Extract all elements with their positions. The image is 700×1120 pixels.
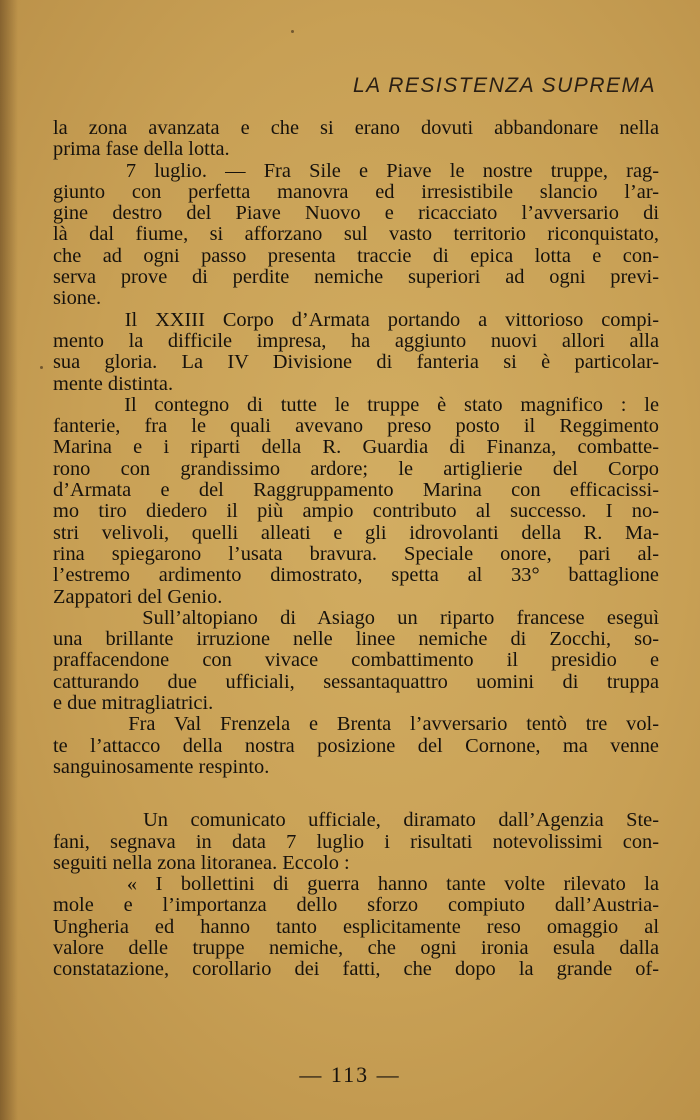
text-line: stri velivoli, quelli alleati e gli idrovolanti della R. Ma- xyxy=(53,522,659,544)
text-line: mo tiro diedero il più ampio contributo al successo. I no- xyxy=(53,501,659,523)
text-line: sua gloria. La IV Divisione di fanteria si è particolar- xyxy=(53,352,659,374)
text-line: mole e l’importanza dello sforzo compiuto dall’Austria- xyxy=(53,895,659,917)
text-line: fanterie, fra le quali avevano preso posto il Reggimento xyxy=(53,416,659,438)
text-line: la zona avanzata e che si erano dovuti abbandonare nella xyxy=(53,118,659,139)
text-line: Un comunicato ufficiale, diramato dall’Agenzia Ste- xyxy=(53,810,659,832)
text-line: serva prove di perdite nemiche superiori ad ogni previ- xyxy=(53,267,659,289)
text-line: fani, segnava in data 7 luglio i risultati notevolissimi con- xyxy=(53,831,659,853)
text-line: rina spiegarono l’usata bravura. Speciale onore, pari al- xyxy=(53,543,659,565)
text-line: che ad ogni passo presenta traccie di epica lotta e con- xyxy=(53,245,659,267)
paper-speck xyxy=(40,366,43,369)
text-line: Fra Val Frenzela e Brenta l’avversario tentò tre vol- xyxy=(53,714,659,736)
text-line: seguiti nella zona litoranea. Eccolo : xyxy=(53,852,350,874)
text-line: catturando due ufficiali, sessantaquattro uomini di truppa xyxy=(53,671,659,693)
page-number: — 113 — xyxy=(299,1062,401,1087)
text-line: Sull’altopiano di Asiago un riparto francese eseguì xyxy=(53,607,659,629)
text-line: constatazione, corollario dei fatti, che dopo la grande of- xyxy=(53,959,659,981)
text-line: praffacendone con vivace combattimento il presidio e xyxy=(53,650,659,672)
text-line: una brillante irruzione nelle linee nemiche di Zocchi, so- xyxy=(53,629,659,651)
text-line: 7 luglio. — Fra Sile e Piave le nostre truppe, rag- xyxy=(53,160,659,182)
text-line: giunto con perfetta manovra ed irresistibile slancio l’ar- xyxy=(53,181,659,203)
text-line: Marina e i riparti della R. Guardia di Finanza, combatte- xyxy=(53,437,659,459)
text-line: e due mitragliatrici. xyxy=(53,693,214,715)
text-line: là dal fiume, si afforzano sul vasto territorio riconquistato, xyxy=(53,224,659,246)
text-line: Zappatori del Genio. xyxy=(53,586,223,608)
body-text xyxy=(53,118,659,981)
paragraph-gap xyxy=(53,778,659,810)
text-line: l’estremo ardimento dimostrato, spetta al 33° battaglione xyxy=(53,565,659,587)
text-line: Ungheria ed hanno tanto esplicitamente reso omaggio al xyxy=(53,916,659,938)
text-line: rono con grandissimo ardore; le artiglierie del Corpo xyxy=(53,458,659,480)
text-line: d’Armata e del Raggruppamento Marina con efficacissi- xyxy=(53,480,659,502)
text-line: sione. xyxy=(53,288,102,310)
text-line: valore delle truppe nemiche, che ogni ironia esula dalla xyxy=(53,937,659,959)
text-line: prima fase della lotta. xyxy=(53,139,230,161)
page-edge-shadow xyxy=(0,0,18,1120)
text-line: te l’attacco della nostra posizione del Cornone, ma venne xyxy=(53,735,659,757)
text-line: mento la difficile impresa, ha aggiunto nuovi allori alla xyxy=(53,330,659,352)
text-line: gine destro del Piave Nuovo e ricacciato l’avversario di xyxy=(53,203,659,225)
text-line: sanguinosamente respinto. xyxy=(53,756,270,778)
paper-speck xyxy=(291,30,294,33)
running-head: LA RESISTENZA SUPREMA xyxy=(352,74,656,97)
text-line: Il XXIII Corpo d’Armata portando a vittorioso compi- xyxy=(53,309,659,331)
text-line: mente distinta. xyxy=(53,373,174,395)
text-line: Il contegno di tutte le truppe è stato magnifico : le xyxy=(53,394,659,416)
text-line: « I bollettini di guerra hanno tante volte rilevato la xyxy=(53,874,659,896)
